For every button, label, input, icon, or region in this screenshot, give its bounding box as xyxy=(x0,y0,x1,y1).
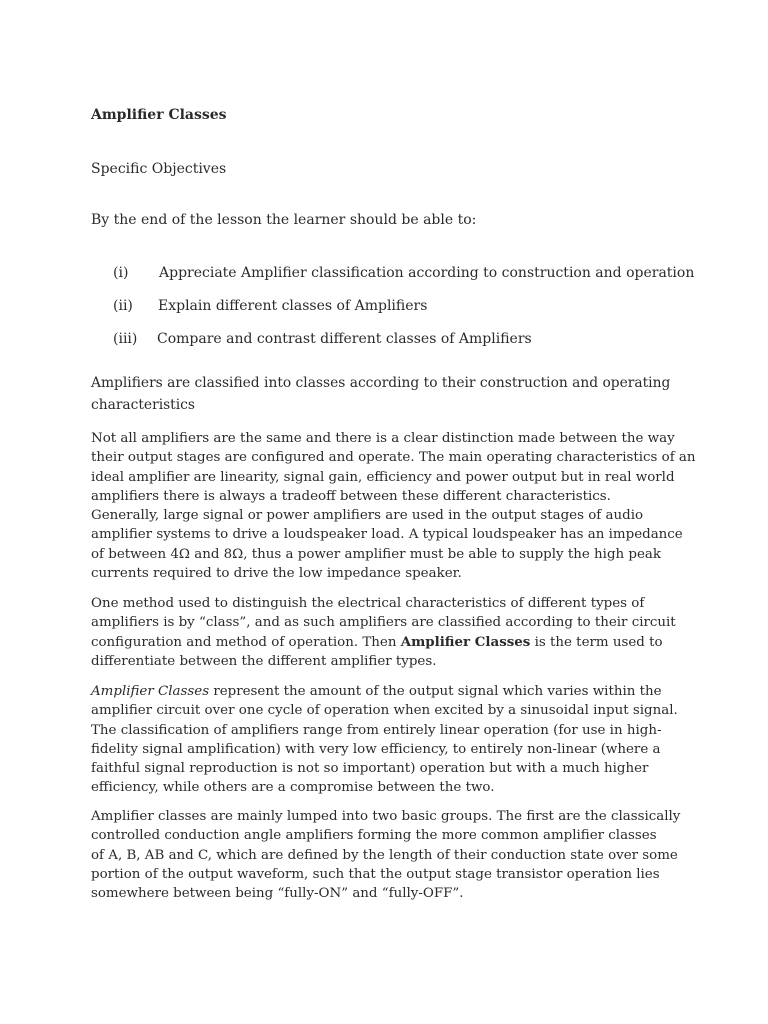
text-line xyxy=(91,682,681,701)
text-line: ideal amplifier are linearity, signal gain, efficiency and power output but in real world xyxy=(91,469,675,485)
text-line: Amplifiers are classified into classes according to their construction and operating xyxy=(91,375,671,391)
text-line: faithful signal reproduction is not so important) operation but with a much higher xyxy=(91,761,649,777)
classification-statement xyxy=(91,372,681,416)
objective-text: Appreciate Amplifier classification according to construction and operation xyxy=(159,265,695,281)
text-run: is the term used to xyxy=(530,634,663,650)
text-line xyxy=(91,633,681,652)
text-line: Not all amplifiers are the same and there is a clear distinction made between the way xyxy=(91,431,675,446)
paragraph-class-method xyxy=(91,594,681,671)
objective-text: Explain different classes of Amplifiers xyxy=(158,298,428,314)
intro-text: By the end of the lesson the learner should be able to: xyxy=(91,212,477,228)
objective-number: (iii) xyxy=(113,331,138,347)
bold-term: Amplifier Classes xyxy=(400,633,531,650)
text-line: their output stages are configured and operate. The main operating characteristics of an xyxy=(91,450,696,466)
objective-text: Compare and contrast different classes of Amplifiers xyxy=(157,331,532,347)
text-line: of between 4Ω and 8Ω, thus a power amplifier must be able to supply the high peak xyxy=(91,546,661,562)
paragraph-class-groups xyxy=(91,807,681,903)
text-line: amplifiers there is always a tradeoff between these different characteristics. xyxy=(91,488,611,504)
text-line: efficiency, while others are a compromise between the two. xyxy=(91,780,495,796)
text-line: Generally, large signal or power amplifiers are used in the output stages of audio xyxy=(91,508,644,524)
text-line: of A, B, AB and C, which are defined by the length of their conduction state over some xyxy=(91,847,678,863)
text-line: One method used to distinguish the electrical characteristics of different types of xyxy=(91,596,645,611)
text-line: The classification of amplifiers range from entirely linear operation (for use in high- xyxy=(91,722,662,738)
text-line: fidelity signal amplification) with very low efficiency, to entirely non-linear (where a xyxy=(91,741,661,757)
text-run: configuration and method of operation. Then xyxy=(91,634,401,650)
section-subtitle: Specific Objectives xyxy=(91,161,227,177)
text-line: differentiate between the different amplifier types. xyxy=(91,653,437,669)
page-title: Amplifier Classes xyxy=(91,107,227,123)
italic-term: Amplifier Classes xyxy=(91,684,210,699)
text-run: represent the amount of the output signal which varies within the xyxy=(209,684,662,699)
text-line: currents required to drive the low impedance speaker. xyxy=(91,566,462,582)
text-line: characteristics xyxy=(91,397,195,413)
text-line: amplifiers is by “class”, and as such amplifiers are classified according to their circuit xyxy=(91,615,676,631)
text-line: somewhere between being “fully-ON” and “fully-OFF”. xyxy=(91,886,464,902)
text-line: amplifier circuit over one cycle of operation when excited by a sinusoidal input signal. xyxy=(91,703,678,719)
text-line: amplifier systems to drive a loudspeaker load. A typical loudspeaker has an impedance xyxy=(91,527,683,543)
text-line: Amplifier classes are mainly lumped into two basic groups. The first are the classically xyxy=(91,809,681,824)
text-line: controlled conduction angle amplifiers forming the more common amplifier classes xyxy=(91,828,657,844)
objective-number: (ii) xyxy=(113,298,133,314)
paragraph-class-definition xyxy=(91,682,681,798)
paragraph-overview xyxy=(91,429,696,583)
text-line: portion of the output waveform, such that the output stage transistor operation lies xyxy=(91,866,660,882)
objective-number: (i) xyxy=(113,265,129,281)
